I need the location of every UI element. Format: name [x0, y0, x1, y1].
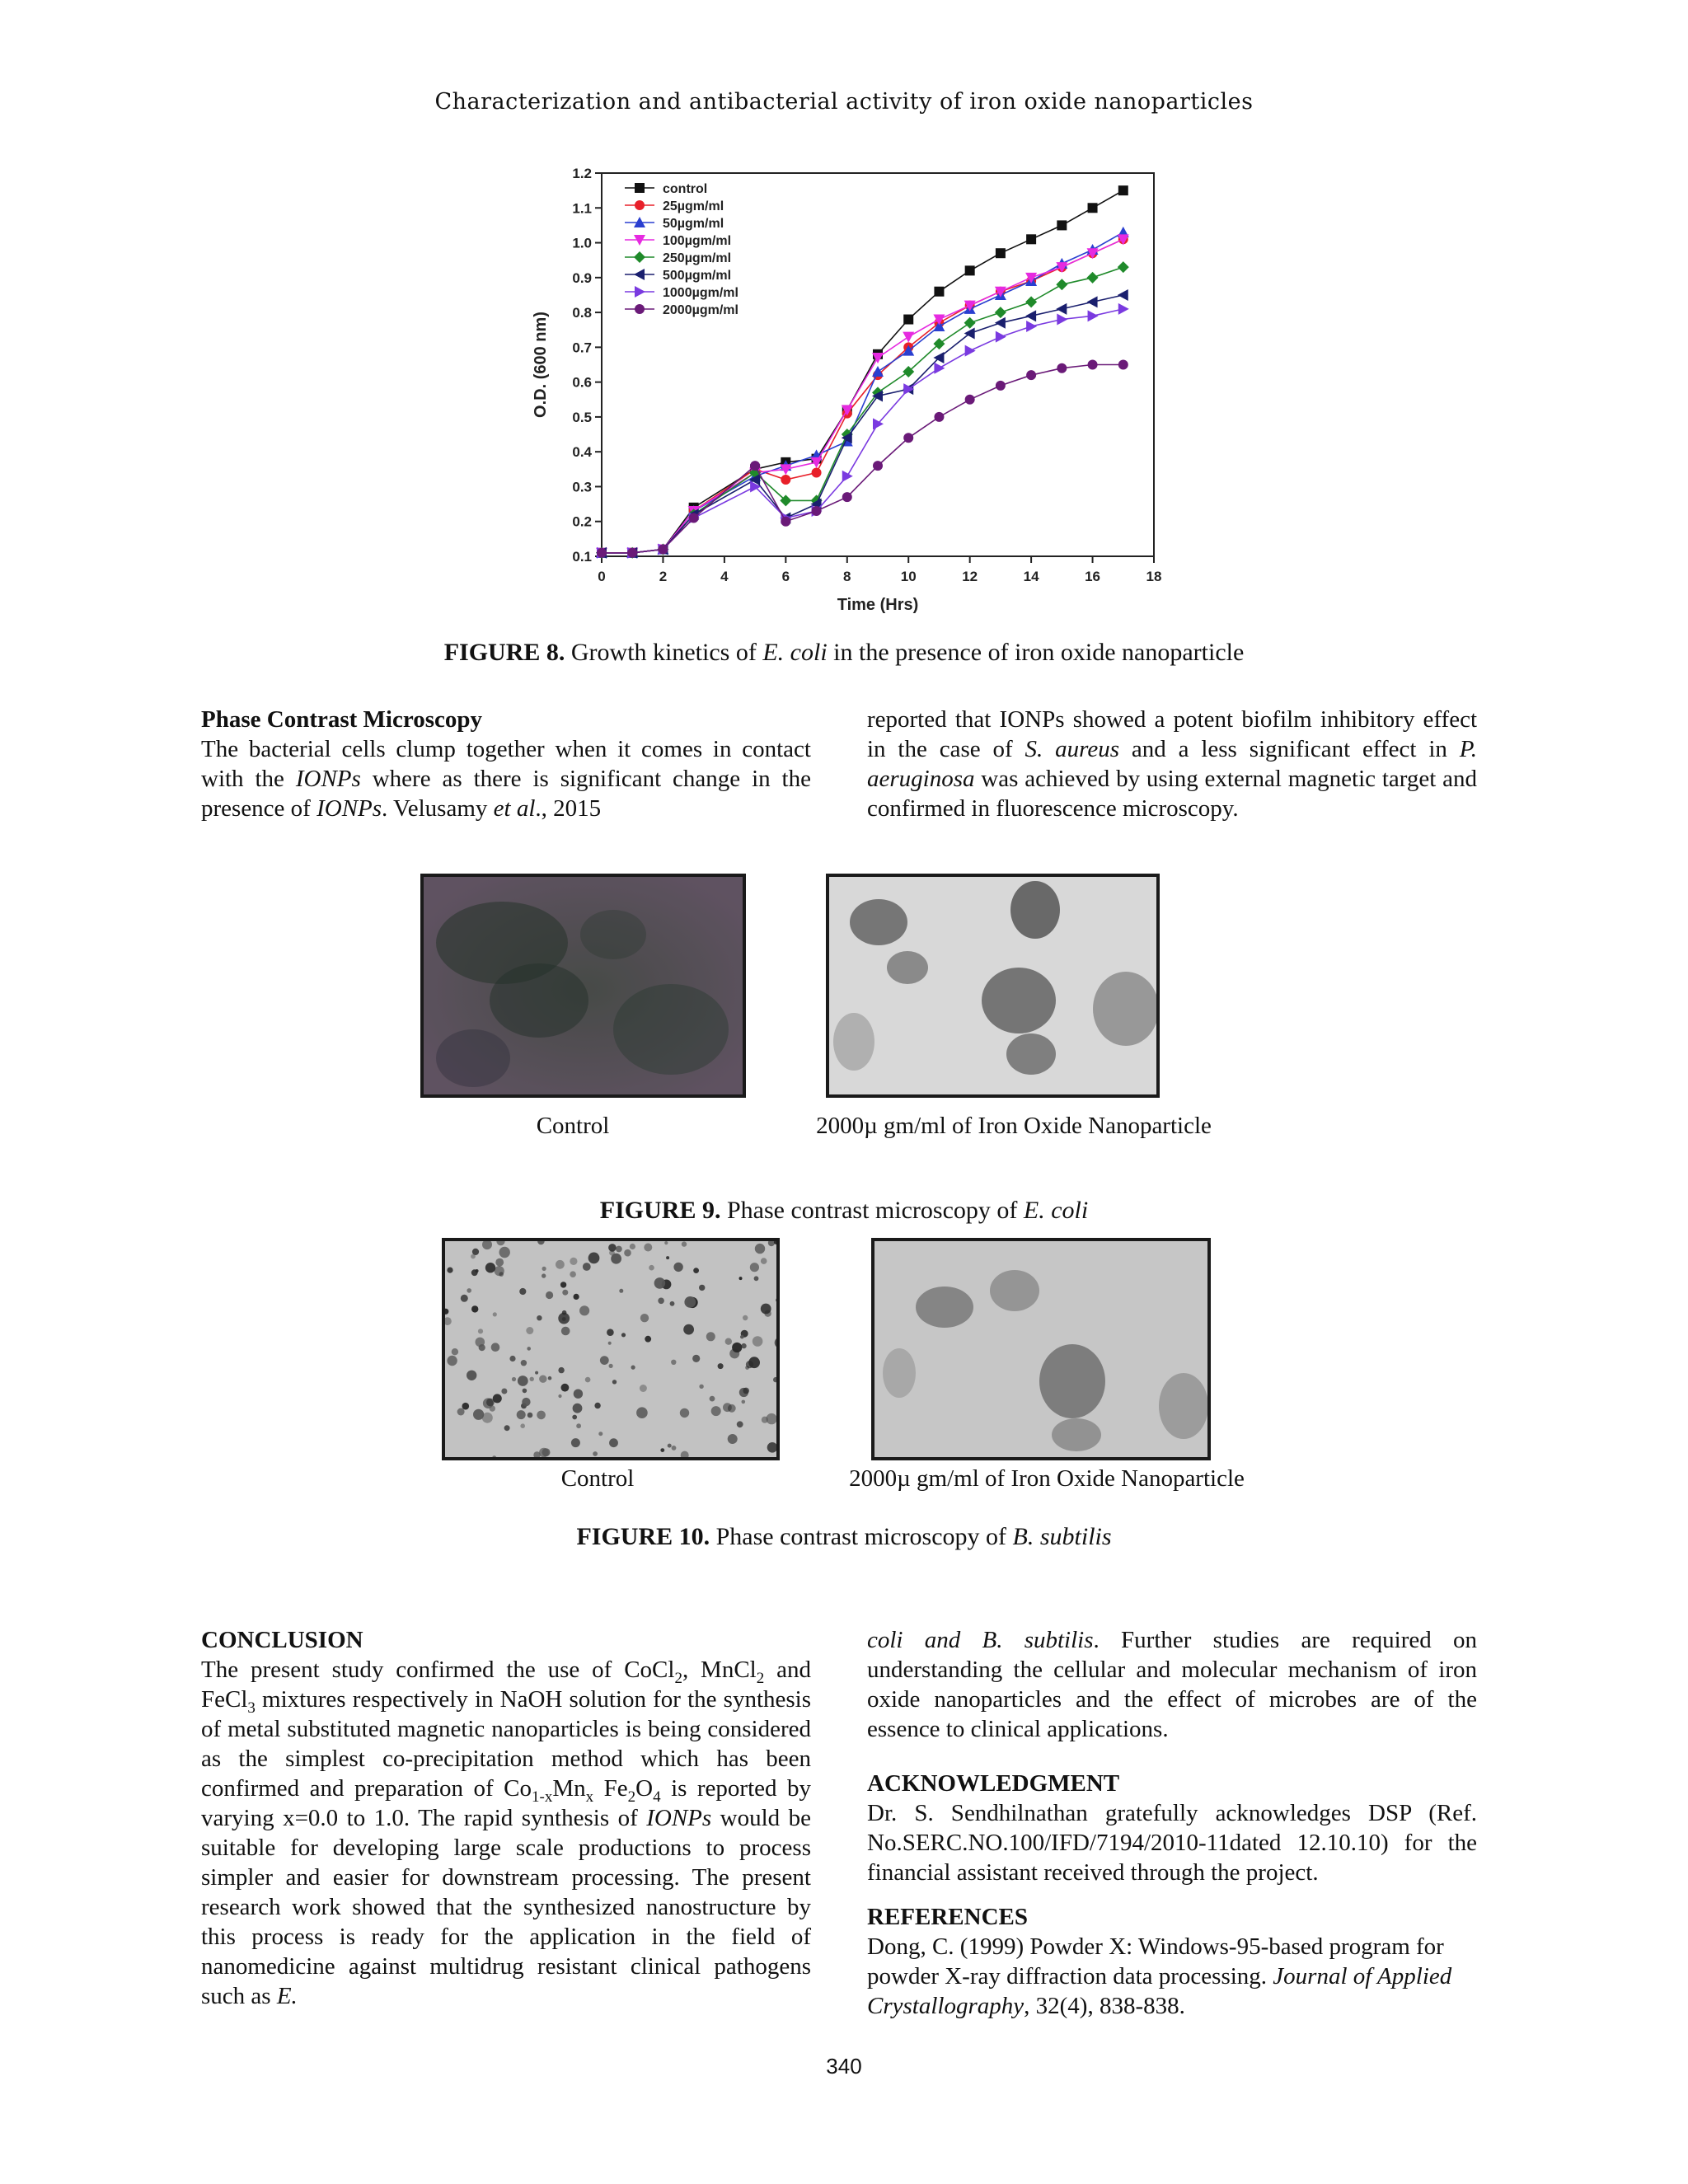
legend-marker: [635, 183, 645, 193]
data-point: [934, 412, 944, 422]
legend-label: 1000µgm/ml: [663, 286, 738, 300]
phase-contrast-right-column: [867, 705, 1477, 823]
data-point: [1056, 303, 1067, 315]
figure8-label: FIGURE 8.: [443, 639, 565, 666]
figure10-label: FIGURE 10.: [576, 1523, 710, 1550]
references-heading: REFERENCES: [867, 1904, 1028, 1930]
figure8-caption: [0, 639, 1688, 667]
data-point: [965, 345, 976, 357]
figure9-label: FIGURE 9.: [599, 1197, 721, 1224]
figure8-caption-species: E. coli: [762, 639, 828, 666]
data-point: [812, 468, 822, 478]
data-point: [995, 307, 1006, 318]
bsubtilis-treated-micrograph: [871, 1238, 1211, 1460]
data-point: [842, 492, 852, 502]
y-tick-label: 0.9: [572, 269, 592, 286]
x-tick-label: 4: [720, 569, 729, 584]
y-tick-label: 1.1: [572, 200, 592, 217]
figure9-caption: [0, 1197, 1688, 1225]
y-tick-label: 0.2: [572, 513, 592, 530]
y-tick-label: 1.0: [572, 235, 592, 251]
data-point: [1118, 360, 1128, 370]
figure8-caption-post: in the presence of iron oxide nanoparticle: [827, 639, 1245, 666]
figure10-caption-species: B. subtilis: [1012, 1523, 1112, 1550]
data-point: [1118, 303, 1129, 315]
data-point: [658, 545, 668, 555]
data-point: [1026, 321, 1037, 332]
phase-contrast-paragraph: The bacterial cells clump together when it comes in contact with the IONPs where as there is significant change in the presence of IONPs. Velusamy et al., 2015: [201, 736, 811, 822]
data-point: [903, 433, 913, 443]
y-tick-label: 0.1: [572, 549, 592, 565]
y-tick-label: 0.4: [572, 444, 592, 461]
acknowledgment-paragraph: Dr. S. Sendhilnathan gratefully acknowledges DSP (Ref. No.SERC.NO.100/IFD/7194/2010-11dated 12.10.10) for the financial assistant received through the project.: [867, 1800, 1477, 1886]
figure9-control-label: Control: [536, 1113, 610, 1139]
data-point: [1087, 296, 1098, 307]
x-axis-label: Time (Hrs): [837, 596, 919, 614]
x-tick-label: 0: [598, 569, 606, 584]
conclusion-right-column: [867, 1625, 1477, 2021]
conclusion-left-column: [201, 1625, 811, 2011]
legend-label: 100µgm/ml: [663, 234, 732, 248]
conclusion-heading: CONCLUSION: [201, 1627, 363, 1653]
figure10-control-label: Control: [560, 1465, 635, 1492]
series-line-7: [602, 309, 1123, 553]
data-point: [1088, 360, 1098, 370]
data-point: [750, 461, 760, 471]
legend-label: 25µgm/ml: [663, 199, 724, 213]
legend-label: control: [663, 182, 708, 196]
figure8-caption-pre: Growth kinetics of: [565, 639, 763, 666]
growth-kinetics-chart: [528, 157, 1170, 626]
conclusion-paragraph: The present study confirmed the use of CoCl$_2$, MnCl$_2$ and FeCl$_3$ mixtures respectively in NaOH solution for the synthesis of metal substituted magnetic nanoparticles is being considered as the simplest co-precipitation method which has been confirmed and preparation of $Co_{1-x}Mn_x$ $Fe_2O_4$ is reported by varying x=0.0 to 1.0. The rapid synthesis of IONPs would be suitable for developing large scale productions to process simpler and easier for downstream processing. The present research work showed that the synthesized nanostructure by this process is ready for the application in the field of nanomedicine against multidrug resistant clinical pathogens such as E.: [201, 1657, 811, 2009]
data-point: [1087, 272, 1099, 284]
data-point: [873, 461, 883, 471]
data-point: [1118, 289, 1128, 301]
data-point: [964, 317, 976, 329]
data-point: [1088, 310, 1099, 321]
x-tick-label: 14: [1023, 569, 1039, 584]
x-tick-label: 6: [781, 569, 790, 584]
y-tick-label: 0.7: [572, 340, 592, 356]
data-point: [1025, 296, 1037, 307]
data-point: [597, 548, 607, 558]
y-tick-label: 0.6: [572, 374, 592, 391]
x-tick-label: 2: [659, 569, 668, 584]
data-point: [1057, 363, 1067, 373]
data-point: [934, 287, 944, 297]
legend-label: 2000µgm/ml: [663, 303, 738, 317]
figure10-caption: [0, 1523, 1688, 1551]
y-tick-label: 0.5: [572, 409, 592, 425]
legend-marker: [634, 251, 645, 263]
phase-contrast-paragraph-continued: reported that IONPs showed a potent biofilm inhibitory effect in the case of S. aureus and a less significant effect in P. aeruginosa was achieved by using external magnetic target and confirmed in fluorescence microscopy.: [867, 706, 1477, 822]
figure9-caption-pre: Phase contrast microscopy of: [720, 1197, 1024, 1224]
legend-marker: [635, 304, 645, 314]
phase-contrast-left-column: [201, 705, 811, 823]
legend-label: 250µgm/ml: [663, 251, 732, 265]
data-point: [1118, 185, 1128, 195]
data-point: [842, 471, 853, 482]
data-point: [1057, 220, 1067, 230]
data-point: [903, 315, 913, 325]
data-point: [996, 331, 1006, 343]
series-line-6: [602, 295, 1123, 553]
data-point: [627, 548, 637, 558]
legend-marker: [635, 286, 645, 298]
data-point: [781, 517, 790, 527]
data-point: [995, 317, 1006, 329]
y-axis-label: O.D. (600 nm): [532, 312, 550, 418]
data-point: [812, 506, 822, 516]
series-line-8: [602, 365, 1123, 553]
data-point: [996, 381, 1006, 391]
y-tick-label: 0.8: [572, 305, 592, 321]
figure10-caption-pre: Phase contrast microscopy of: [710, 1523, 1013, 1550]
data-point: [965, 395, 975, 405]
data-point: [903, 332, 914, 343]
figure9-caption-species: E. coli: [1023, 1197, 1089, 1224]
conclusion-paragraph-continued: coli and B. subtilis. Further studies are required on understanding the cellular and molecular mechanism of iron oxide nanoparticles and the effect of microbes are of the essence to clinical applications.: [867, 1627, 1478, 1742]
data-point: [1118, 261, 1129, 273]
data-point: [689, 513, 699, 523]
legend-marker: [635, 200, 645, 210]
figure9-treated-label: 2000µ gm/ml of Iron Oxide Nanoparticle: [816, 1113, 1212, 1139]
data-point: [1026, 370, 1036, 380]
y-tick-label: 1.2: [572, 166, 592, 181]
figure10-treated-label: 2000µ gm/ml of Iron Oxide Nanoparticle: [849, 1465, 1245, 1492]
acknowledgment-heading: ACKNOWLEDGMENT: [867, 1770, 1120, 1797]
ecoli-control-micrograph: [420, 874, 746, 1098]
running-title: Characterization and antibacterial activity of iron oxide nanoparticles: [434, 89, 1254, 115]
phase-contrast-heading: Phase Contrast Microscopy: [201, 706, 482, 733]
bsubtilis-control-micrograph: [442, 1238, 780, 1460]
data-point: [965, 265, 975, 275]
x-tick-label: 16: [1085, 569, 1101, 584]
x-tick-label: 18: [1146, 569, 1162, 584]
x-tick-label: 8: [843, 569, 851, 584]
x-tick-label: 10: [900, 569, 917, 584]
data-point: [1088, 203, 1098, 213]
data-point: [1025, 310, 1036, 321]
ecoli-treated-micrograph: [826, 874, 1160, 1098]
legend-label: 50µgm/ml: [663, 217, 724, 231]
page-number: 340: [826, 2054, 862, 2079]
data-point: [781, 475, 790, 485]
y-tick-label: 0.3: [572, 479, 592, 495]
data-point: [1056, 279, 1067, 290]
data-point: [996, 248, 1006, 258]
reference-item: Dong, C. (1999) Powder X: Windows-95-based program for powder X-ray diffraction data processing. Journal of Applied Crystallography, 32(4), 838-838.: [867, 1933, 1452, 2019]
data-point: [934, 363, 945, 374]
legend-marker: [634, 269, 645, 280]
data-point: [1026, 234, 1036, 244]
data-point: [1057, 314, 1067, 326]
legend-label: 500µgm/ml: [663, 269, 732, 283]
x-tick-label: 12: [962, 569, 978, 584]
